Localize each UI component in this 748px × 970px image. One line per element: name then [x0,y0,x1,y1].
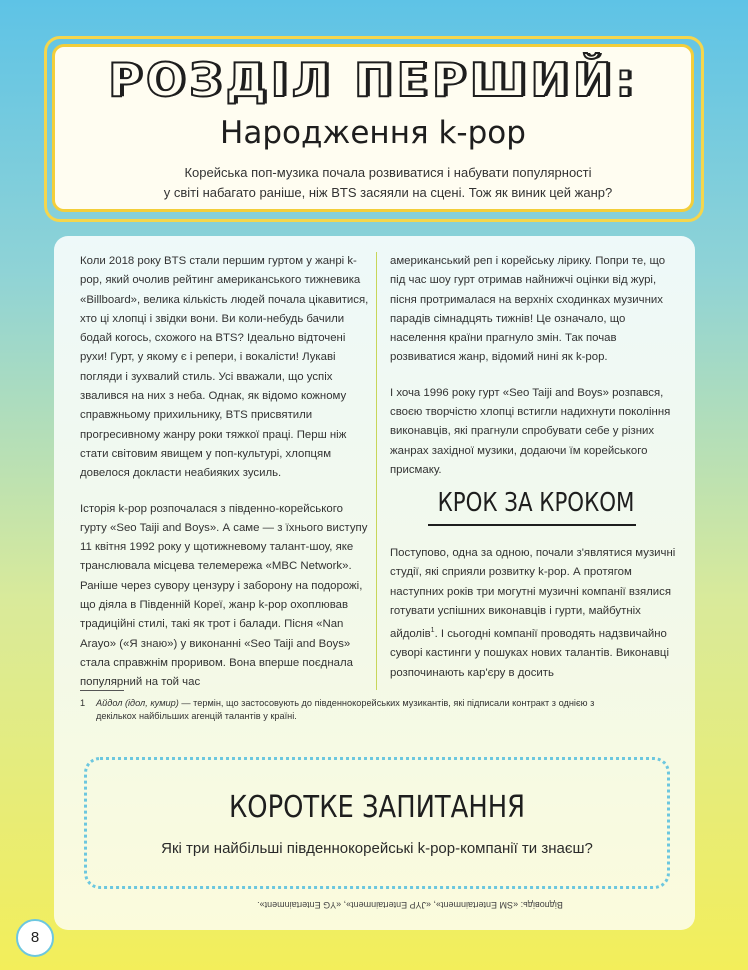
column-divider [376,252,377,690]
chapter-intro [145,163,631,203]
step-by-step-heading: КРОК ЗА КРОКОМ [437,488,635,518]
upside-down-answer: Відповідь: «SM Entertainment», «JYP Entertainment», «YG Entertainment». [257,900,563,910]
right-column-continued [390,544,682,699]
footnote-text [96,697,616,723]
left-column [80,252,372,709]
paragraph-kpop-history: Історія k-pop розпочалася з південно-корейського гурту «Seo Taiji and Boys». А саме — з їхнього виступу 11 квітня 1992 року у щотижневому талант-шоу, яке транслювала місцева телемережа «MBC Network». Раніше через сувору цензуру і заборону на подорожі, що діяла в Південній Кореї, жанр k-pop охоплював традиційні стилі, такі як трот і балади. Пісня «Nan Arayo» («Я знаю») у виконанні «Seo Taiji and Boys» стала справжнім проривом. Вона вперше поєднала популярний на той час [80,502,368,689]
right-column [390,252,682,496]
footnote-ref: 1 [430,627,435,635]
paragraph-studios [390,544,682,683]
chapter-header [52,44,694,212]
page-number: 8 [16,919,54,957]
footnote-number: 1 [80,698,86,708]
paragraph-rap-lyrics: американський реп і корейську лірику. Попри те, що під час шоу гурт отримав найнижчі оцінки від журі, пісня протрималася на верхніх сходинках музичних парадів сімнадцять тижнів! Це означало, що населення країни прагнуло змін. Так почав розвиватися жанр, відомий нині як k-pop. [390,255,666,364]
footnote-definition: — термін, що застосовують до південнокорейських музикантів, які підписали контракт з однією з декількох найбільших агенцій талантів у країні. [96,698,595,721]
paragraph-seo-taiji: І хоча 1996 року гурт «Seo Taiji and Boys» розпався, своєю творчістю хлопці встигли надихнути покоління виконавців, які прагнули спробувати себе у різних жанрах західної музики, додаючи їм корейського присмаку. [390,386,671,476]
intro-line-2: у світі набагато раніше, ніж BTS засяяли на сцені. Тож як виник цей жанр? [163,185,613,200]
chapter-subtitle: Народження k-pop [220,115,526,151]
footnote-term: Айдол (ідол, кумир) [96,698,179,708]
chapter-title: РОЗДІЛ ПЕРШИЙ: [108,53,638,107]
footnote-separator [80,690,124,691]
intro-line-1: Корейська поп-музика почала розвиватися і набувати популярності [184,165,592,180]
quiz-box [84,757,670,889]
quiz-title: КОРОТКЕ ЗАПИТАННЯ [228,790,526,825]
studios-text-part1: Поступово, одна за одною, почали з'являтися музичні студії, які сприяли розвитку k-pop. А протягом наступних років три могутні музичні компанії взялися готувати успішних виконавців і гурти, майбутніх айдолів [390,547,676,640]
quiz-question: Які три найбільші південнокорейські k-pop-компанії ти знаєш? [161,840,593,857]
paragraph-bts-intro: Коли 2018 року BTS стали першим гуртом у жанрі k-pop, який очолив рейтинг американського тижневика «Billboard», велика кількість людей почала цікавитися, хто ці хлопці і звідки вони. Ви коли-небудь бачили бодай когось, схожого на BTS? Ідеально відточені рухи! Гурт, у якому є і репери, і вокалісти! Лукаві погляди і зухвалий стиль. Усі вважали, що успіх звалився на них з неба. Однак, як відомо кожному справжньому прихильнику, BTS присвятили прогресивному жанру роки тяжкої праці. Перш ніж стати світовим явищем у поп-культурі, хлопцям довелося докласти неабияких зусиль. [80,255,369,480]
heading-underline [428,524,636,526]
studios-text-part2: . І сьогодні компанії проводять надзвичайно суворі кастинги у пошуках нових талантів. Виконавці розпочинають кар'єру в досить [390,627,669,679]
